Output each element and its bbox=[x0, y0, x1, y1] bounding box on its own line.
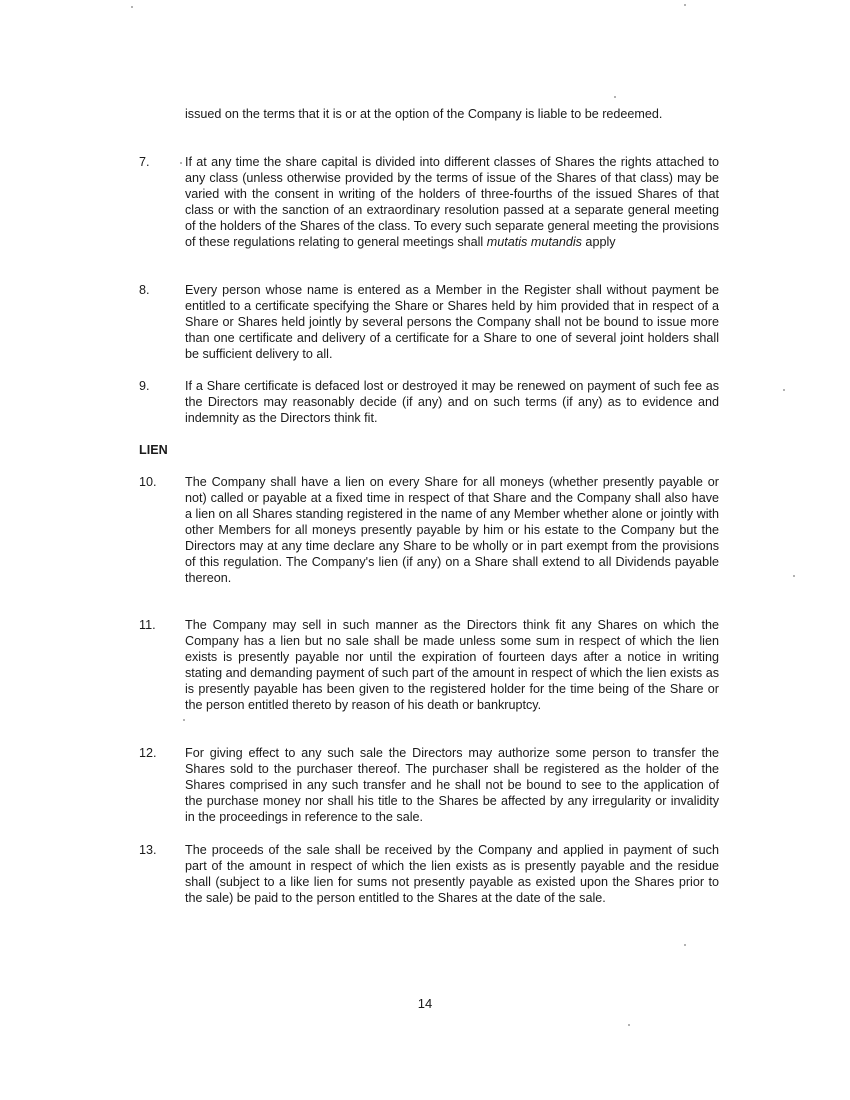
scan-speck bbox=[183, 719, 185, 721]
clause-number: 8. bbox=[139, 283, 150, 297]
clause-text: The Company may sell in such manner as the Directors think fit any Shares on which the Company has a lien but no sale shall be made unless some sum in respect of which the lien exists is presently payable nor until the expiration of fourteen days after a notice in writing stating and demanding payment of such part of the amount in respect of which the lien exists as is presently payable has been given to the registered holder for the time being of the Share or the person entitled thereto by reason of his death or bankruptcy. bbox=[185, 618, 719, 712]
clause-text: If a Share certificate is defaced lost or destroyed it may be renewed on payment of such fee as the Directors may reasonably decide (if any) and on such terms (if any) as to evidence and indemnity as the Directors think fit. bbox=[185, 379, 719, 425]
latin-phrase: mutatis mutandis bbox=[486, 235, 582, 249]
scan-speck bbox=[180, 162, 182, 164]
clause-text: For giving effect to any such sale the Directors may authorize some person to transfer the Shares sold to the purchaser thereof. The purchaser shall be registered as the holder of the Shares comprised in any such transfer and he shall not be bound to see to the application of the purchase money nor shall his title to the Shares be affected by any irregularity or invalidity in the proceedings in reference to the sale. bbox=[185, 746, 719, 824]
clause-12 bbox=[139, 745, 719, 825]
clause-text: If at any time the share capital is divided into different classes of Shares the rights attached to any class (unless otherwise provided by the terms of issue of the Shares of that class) may be varied with the consent in writing of the holders of three-fourths of the issued Shares of that class or with the sanction of an extraordinary resolution passed at a separate general meeting of the holders of the Shares of the class. To every such separate general meeting the provisions of these regulations relating to general meetings shall mutatis mutandis apply bbox=[185, 155, 719, 249]
clause-number: 7. bbox=[139, 155, 150, 169]
clause-number: 11. bbox=[139, 618, 156, 632]
clause-number: 10. bbox=[139, 475, 157, 489]
clause-7 bbox=[139, 154, 719, 250]
continuation-text: issued on the terms that it is or at the option of the Company is liable to be redeemed. bbox=[185, 107, 663, 121]
clause-9 bbox=[139, 378, 719, 426]
page-number: 14 bbox=[417, 996, 433, 1011]
clause-8 bbox=[139, 282, 719, 362]
scan-speck bbox=[783, 389, 785, 391]
clause-number: 13. bbox=[139, 843, 157, 857]
scan-speck bbox=[684, 4, 686, 6]
scan-speck bbox=[628, 1024, 630, 1026]
scan-speck bbox=[614, 96, 616, 98]
clause-11 bbox=[139, 617, 719, 713]
scan-speck bbox=[684, 944, 686, 946]
clause-text: Every person whose name is entered as a Member in the Register shall without payment be entitled to a certificate specifying the Share or Shares held by him provided that in respect of a Share or Shares held jointly by several persons the Company shall not be bound to issue more than one certificate and delivery of a certificate for a Share to one of several joint holders shall be sufficient delivery to all. bbox=[185, 283, 719, 361]
scan-speck bbox=[131, 6, 133, 8]
scan-speck bbox=[793, 575, 795, 577]
section-heading-lien: LIEN bbox=[139, 443, 168, 457]
clause-number: 9. bbox=[139, 379, 150, 393]
clause-text: The Company shall have a lien on every Share for all moneys (whether presently payable or not) called or payable at a fixed time in respect of that Share and the Company shall also have a lien on all Shares standing registered in the name of any Member whether alone or jointly with other Members for all moneys presently payable by him or his estate to the Company but the Directors may at any time declare any Share to be wholly or in part exempt from the provisions of this regulation. The Company's lien (if any) on a Share shall extend to all Dividends payable thereon. bbox=[185, 475, 719, 585]
clause-number: 12. bbox=[139, 746, 157, 760]
clause-text: The proceeds of the sale shall be received by the Company and applied in payment of such part of the amount in respect of which the lien exists as is presently payable and the residue shall (subject to a like lien for sums not presently payable as existed upon the Shares prior to the sale) be paid to the person entitled to the Shares at the date of the sale. bbox=[185, 843, 719, 905]
clause-13 bbox=[139, 842, 719, 906]
clause-10 bbox=[139, 474, 719, 586]
